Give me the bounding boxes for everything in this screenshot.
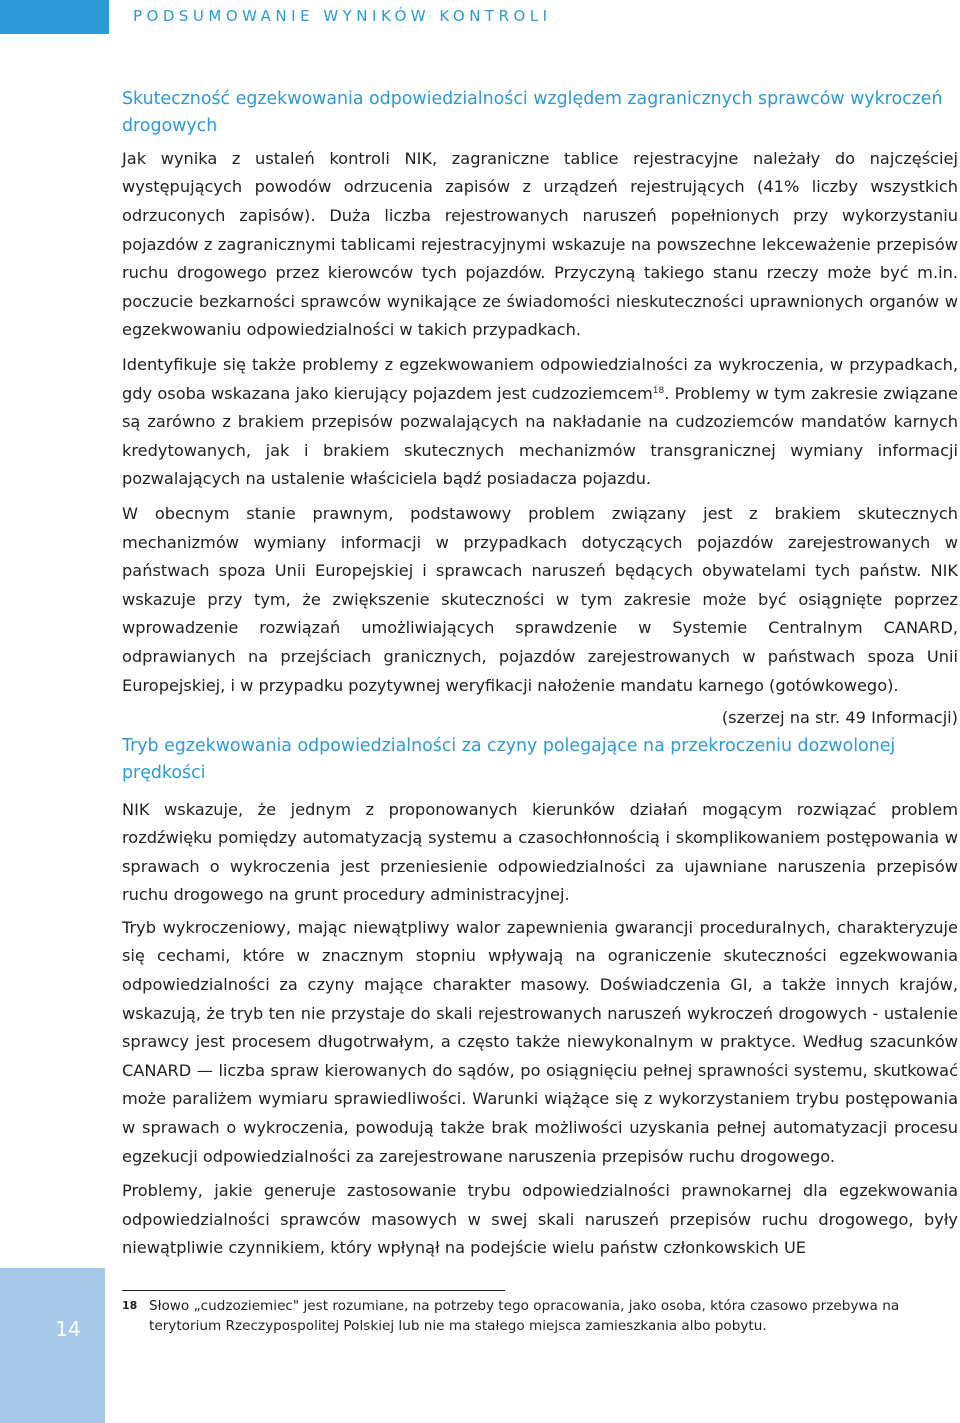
paragraph <box>122 351 958 494</box>
paragraph: Jak wynika z ustaleń kontroli NIK, zagraniczne tablice rejestracyjne należały do najczęściej występujących powodów odrzucenia zapisów z urządzeń rejestrujących (41% liczby wszystkich odrzuconych zapisów). Duża liczba rejestrowanych naruszeń popełnionych przy wykorzystaniu pojazdów z zagranicznymi tablicami rejestracyjnymi wskazuje na powszechne lekceważenie przepisów ruchu drogowego przez kierowców tych pojazdów. Przyczyną takiego stanu rzeczy może być m.in. poczucie bezkarności sprawców wynikające ze świadomości nieskuteczności uprawnionych organów w egzekwowaniu odpowiedzialności w takich przypadkach. <box>122 148 958 340</box>
main-content <box>122 86 958 1263</box>
footnote-reference[interactable]: 18 <box>652 385 665 396</box>
paragraph: W obecnym stanie prawnym, podstawowy problem związany jest z brakiem skutecznych mechanizmów wymiany informacji w przypadkach dotyczących pojazdów zarejestrowanych w państwach spoza Unii Europejskiej i sprawcach naruszeń będących obywatelami tych państw. NIK wskazuje przy tym, że zwiększenie skuteczności w tym zakresie może być osiągnięte poprzez wprowadzenie rozwiązań umożliwiających sprawdzenie w Systemie Centralnym CANARD, odprawianych na przejściach granicznych, pojazdów zarejestrowanych w państwach spoza Unii Europejskiej, i w przypadku pozytywnej weryfikacji nałożenie mandatu karnego (gotówkowego). <box>122 503 958 695</box>
page-number-box <box>0 1268 105 1423</box>
page-number: 14 <box>55 1317 81 1341</box>
paragraph: NIK wskazuje, że jednym z proponowanych kierunków działań mogącym rozwiązać problem rozdźwięku pomiędzy automatyzacją systemu a czasochłonnością i skomplikowaniem postępowania w sprawach o wykroczenia jest przeniesienie odpowiedzialności za ujawniane naruszenia przepisów ruchu drogowego na grunt procedury administracyjnej. <box>122 799 958 905</box>
footnote-mark: 18 <box>122 1299 138 1312</box>
footnote <box>122 1296 958 1336</box>
footnote-divider <box>122 1290 505 1291</box>
section-heading-foreign-offenders: Skuteczność egzekwowania odpowiedzialności względem zagranicznych sprawców wykroczeń drogowych <box>122 89 943 137</box>
footnote-text: Słowo „cudzoziemiec" jest rozumiane, na potrzeby tego opracowania, jako osoba, która czasowo przebywa na terytorium Rzeczypospolitej Polskiej lub nie ma stałego miejsca zamieszkania albo pobytu. <box>149 1298 900 1334</box>
header-accent-bar <box>0 0 109 34</box>
paragraph: Problemy, jakie generuje zastosowanie trybu odpowiedzialności prawnokarnej dla egzekwowania odpowiedzialności sprawców masowych w swej skali naruszeń przepisów ruchu drogowego, były niewątpliwie czynnikiem, który wpłynął na podejście wielu państw członkowskich UE <box>122 1181 958 1258</box>
paragraph-text: Identyfikuje się także problemy z egzekwowaniem odpowiedzialności za wykroczenia, w przypadkach, gdy osoba wskazana jako kierujący pojazdem jest cudzoziemcem <box>122 354 958 403</box>
running-header: PODSUMOWANIE WYNIKÓW KONTROLI <box>133 7 552 25</box>
cross-reference: (szerzej na str. 49 Informacji) <box>721 708 958 728</box>
paragraph-text: . Problemy w tym zakresie związane są zarówno z brakiem przepisów pozwalających na nakładanie na cudzoziemców mandatów karnych kredytowanych, jak i brakiem skutecznych mechanizmów transgranicznej wymiany informacji pozwalających na ustalenie właściciela bądź posiadacza pojazdu. <box>122 383 959 489</box>
section-heading-speeding-procedure: Tryb egzekwowania odpowiedzialności za czyny polegające na przekroczeniu dozwolonej prędkości <box>122 735 896 784</box>
paragraph: Tryb wykroczeniowy, mając niewątpliwy walor zapewnienia gwarancji proceduralnych, charakteryzuje się cechami, które w znacznym stopniu wpływają na ograniczenie skuteczności egzekwowania odpowiedzialności za czyny mające charakter masowy. Doświadczenia GI, a także innych krajów, wskazują, że tryb ten nie przystaje do skali rejestrowanych naruszeń wykroczeń drogowych - ustalenie sprawcy jest procesem długotrwałym, a często także niewykonalnym w praktyce. Według szacunków CANARD — liczba spraw kierowanych do sądów, po osiągnięciu pełnej sprawności systemu, skutkować może paraliżem wymiaru sprawiedliwości. Warunki wiążące się z wykorzystaniem trybu postępowania w sprawach o wykroczenia, powodują także brak możliwości uzyskania pełnej automatyzacji procesu egzekucji odpowiedzialności za zarejestrowane naruszenia przepisów ruchu drogowego. <box>122 917 958 1166</box>
